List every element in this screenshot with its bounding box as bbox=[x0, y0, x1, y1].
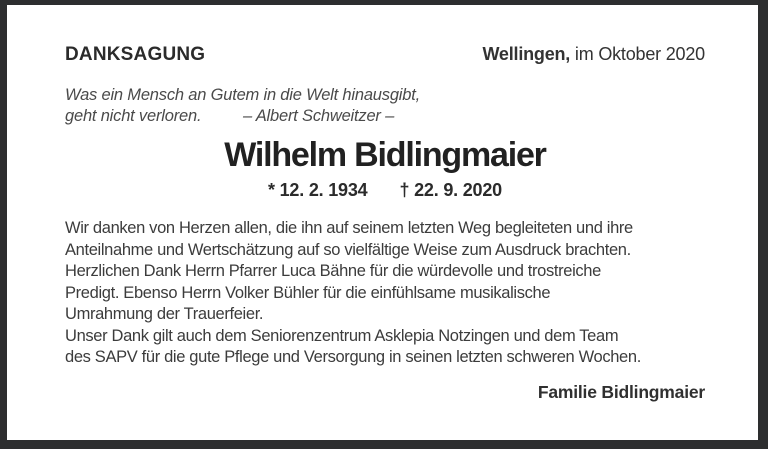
body-line: Unser Dank gilt auch dem Seniorenzentrum Asklepia Notzingen und dem Team bbox=[65, 326, 619, 345]
thank-you-text bbox=[65, 218, 705, 369]
quote-line-2-text: geht nicht verloren. bbox=[65, 107, 202, 125]
family-signature: Familie Bidlingmaier bbox=[537, 382, 705, 402]
death-date: † 22. 9. 2020 bbox=[399, 180, 502, 200]
body-line: Wir danken von Herzen allen, die ihn auf seinem letzten Weg begleiteten und ihre bbox=[65, 219, 633, 237]
quote-attribution: – Albert Schweitzer – bbox=[243, 107, 395, 125]
place-dateline bbox=[482, 44, 705, 65]
date-text: im Oktober 2020 bbox=[570, 44, 705, 64]
quote-line-2 bbox=[65, 106, 485, 127]
memorial-quote bbox=[65, 85, 485, 127]
birth-date: * 12. 2. 1934 bbox=[268, 180, 368, 200]
body-line: Anteilnahme und Wertschätzung auf so vielfältige Weise zum Ausdruck brachten. bbox=[65, 240, 631, 259]
place-name: Wellingen, bbox=[482, 44, 571, 64]
body-line: Herzlichen Dank Herrn Pfarrer Luca Bähne für die würdevolle und trostreiche bbox=[65, 262, 601, 280]
header-row bbox=[65, 44, 705, 66]
notice-type-title: DANKSAGUNG bbox=[65, 44, 206, 65]
body-line: Umrahmung der Trauerfeier. bbox=[65, 305, 264, 323]
deceased-name: Wilhelm Bidlingmaier bbox=[224, 136, 546, 174]
quote-line-1: Was ein Mensch an Gutem in die Welt hinausgibt, bbox=[65, 86, 421, 104]
life-dates bbox=[65, 180, 705, 201]
body-line: des SAPV für die gute Pflege und Versorgung in seinen letzten schweren Wochen. bbox=[65, 348, 641, 366]
body-line: Predigt. Ebenso Herrn Volker Bühler für die einfühlsame musikalische bbox=[65, 283, 551, 302]
notice-content bbox=[65, 5, 705, 440]
notice-card bbox=[7, 5, 758, 440]
